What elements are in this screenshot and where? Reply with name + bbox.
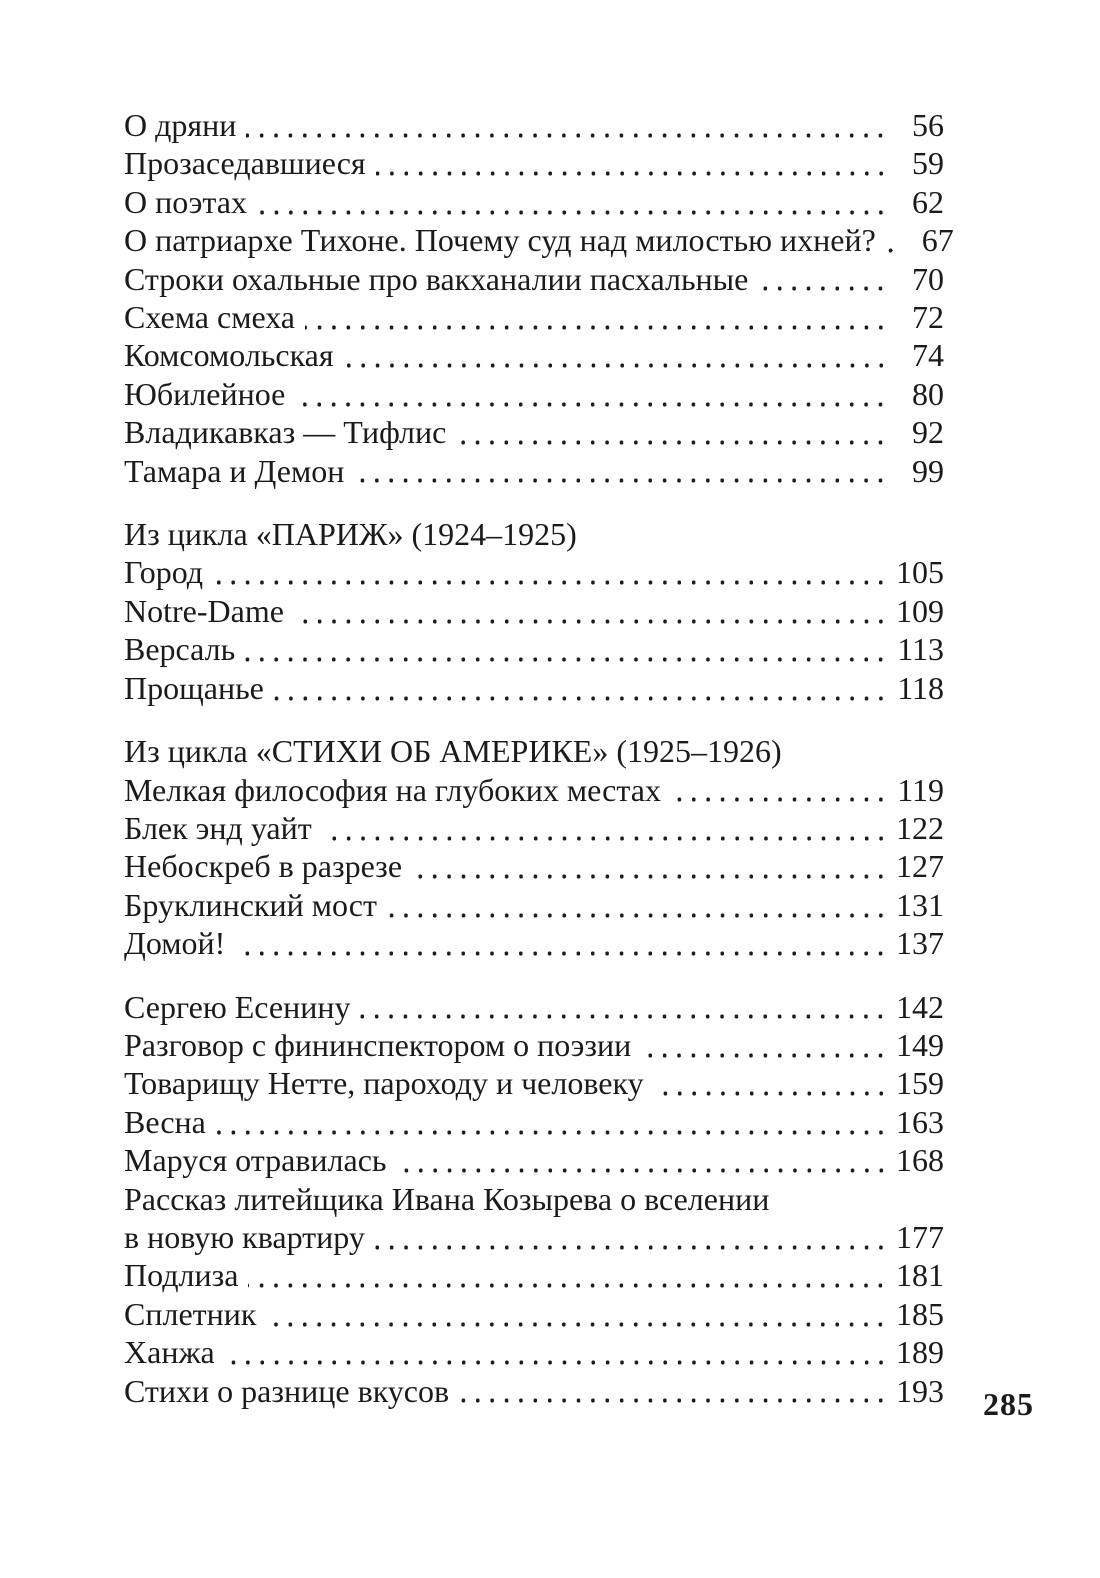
- toc-entry-page: 59: [912, 145, 944, 182]
- toc-entry-title: Рассказ литейщика Ивана Козырева о вселении: [124, 1180, 770, 1217]
- toc-entry-title: Прозаседавшиеся: [124, 145, 366, 182]
- dot-leader: [456, 413, 890, 451]
- toc-entry-page: 159: [896, 1065, 944, 1102]
- toc-entry: [124, 771, 944, 809]
- toc-entry-page: 72: [912, 299, 944, 336]
- toc-entry: [124, 1180, 944, 1218]
- toc-entry-title: Ханжа: [124, 1334, 215, 1371]
- toc-entry-title: Стихи о разнице вкусов: [124, 1372, 450, 1409]
- dot-leader: [375, 1218, 890, 1256]
- toc-entry: [124, 298, 944, 336]
- dot-leader: [257, 183, 890, 221]
- toc-entry-page: 168: [896, 1142, 944, 1179]
- dot-leader: [305, 298, 890, 336]
- toc-entry: [124, 336, 944, 374]
- toc-entry-title: Подлиза: [124, 1257, 239, 1294]
- toc-entry-title: Блек энд уайт: [124, 809, 312, 846]
- dot-leader: [213, 553, 890, 591]
- dot-leader: [397, 1141, 890, 1179]
- toc-entry: [124, 144, 944, 182]
- toc-entry: [124, 553, 944, 591]
- toc-entry: [124, 1103, 944, 1141]
- toc-entry-title: Юбилейное: [124, 375, 286, 412]
- toc-entry-page: 131: [896, 886, 944, 923]
- toc-section-header: [124, 515, 944, 553]
- toc-entry: [124, 847, 944, 885]
- toc-entry: [124, 886, 944, 924]
- toc-entry-title: Владикавказ — Тифлис: [124, 414, 447, 451]
- toc-entry-title: Небоскреб в разрезе: [124, 848, 403, 885]
- toc-entry-page: 189: [896, 1334, 944, 1371]
- toc-entry-page: 92: [912, 414, 944, 451]
- toc-entry: [124, 1295, 944, 1333]
- dot-leader: [344, 336, 890, 374]
- toc-entry-page: 99: [912, 452, 944, 489]
- dot-leader: [758, 260, 890, 298]
- toc-entry: [124, 452, 944, 490]
- toc-entry-page: 181: [896, 1257, 944, 1294]
- toc-entry-title: Домой!: [124, 925, 226, 962]
- toc-entry: [124, 924, 944, 962]
- dot-leader: [641, 1026, 890, 1064]
- toc-entry-page: 149: [896, 1026, 944, 1063]
- toc-entry-page: 67: [921, 222, 954, 259]
- toc-entry-title: Маруся отравилась: [124, 1142, 387, 1179]
- toc-entry-page: 122: [896, 809, 944, 846]
- dot-leader: [886, 221, 900, 259]
- toc-entry-page: 185: [896, 1295, 944, 1332]
- toc-entry-title: Бруклинский мост: [124, 886, 377, 923]
- toc-entry: [124, 375, 944, 413]
- dot-leader: [671, 771, 890, 809]
- dot-leader: [216, 1103, 890, 1141]
- toc-entry-page: 56: [912, 107, 944, 143]
- toc-entry-title: Сергею Есенину: [124, 988, 351, 1025]
- toc-entry-title: О патриархе Тихоне. Почему суд над милостью ихней?: [124, 222, 876, 259]
- toc-entry: [124, 413, 944, 451]
- dot-leader: [360, 988, 890, 1026]
- toc-entry: [124, 809, 944, 847]
- toc-entry-page: 127: [896, 848, 944, 885]
- toc-entry-title: О поэтах: [124, 183, 247, 220]
- toc-entry-page: 118: [897, 669, 944, 706]
- toc-entry: [124, 1141, 944, 1179]
- toc-entry: [124, 1026, 944, 1064]
- toc-entry-title: Город: [124, 554, 204, 591]
- toc-entry-title: Схема смеха: [124, 299, 295, 336]
- toc-entry-page: 163: [896, 1103, 944, 1140]
- toc-entry-title: Тамара и Демон: [124, 452, 345, 489]
- toc-entry-page: 142: [896, 988, 944, 1025]
- toc-entry-title: Товарищу Нетте, пароходу и человеку: [124, 1065, 644, 1102]
- toc-entry: [124, 1333, 944, 1371]
- toc-section-header: [124, 732, 944, 770]
- dot-leader: [322, 809, 890, 847]
- toc-entry-title: Версаль: [124, 631, 236, 668]
- toc-entry-title: Строки охальные про вакханалии пасхальные: [124, 260, 749, 297]
- dot-leader: [245, 630, 890, 668]
- toc-entry-page: 119: [897, 771, 944, 808]
- toc-entry-title: О дряни: [124, 107, 237, 143]
- dot-leader: [387, 886, 890, 924]
- dot-leader: [294, 592, 890, 630]
- toc-entry-page: 177: [896, 1218, 944, 1255]
- toc-entry: [124, 1218, 944, 1256]
- toc-entry: [124, 221, 954, 259]
- toc-entry: [124, 106, 944, 144]
- dot-leader: [274, 669, 890, 707]
- dot-leader: [235, 924, 890, 962]
- dot-leader: [248, 1256, 890, 1294]
- book-page-number: 285: [983, 1386, 1034, 1422]
- toc-section-title: Из цикла «СТИХИ ОБ АМЕРИКЕ» (1925–1926): [124, 733, 782, 770]
- toc-entry-page: 105: [896, 554, 944, 591]
- toc-entry-page: 113: [897, 631, 944, 668]
- toc-entry: [124, 1064, 944, 1102]
- dot-leader: [354, 452, 890, 490]
- toc-entry-page: 109: [896, 592, 944, 629]
- toc-list: [124, 106, 954, 1410]
- toc-entry-title: Мелкая философия на глубоких местах: [124, 771, 661, 808]
- dot-leader: [459, 1372, 890, 1410]
- toc-entry-page: 193: [896, 1372, 944, 1409]
- toc-entry-page: 137: [896, 925, 944, 962]
- toc-section-title: Из цикла «ПАРИЖ» (1924–1925): [124, 516, 577, 553]
- toc-entry: [124, 1256, 944, 1294]
- dot-leader: [376, 144, 890, 182]
- toc-entry: [124, 183, 944, 221]
- toc-entry: [124, 260, 944, 298]
- toc-entry-page: 80: [912, 375, 944, 412]
- toc-entry-title: Прощанье: [124, 669, 264, 706]
- dot-leader: [654, 1064, 890, 1102]
- dot-leader: [266, 1295, 890, 1333]
- dot-leader: [295, 375, 890, 413]
- dot-leader: [412, 847, 890, 885]
- toc-entry: [124, 1372, 944, 1410]
- toc-entry-page: 74: [912, 337, 944, 374]
- toc-entry-title: в новую квартиру: [124, 1218, 365, 1255]
- toc-entry: [124, 669, 944, 707]
- toc-entry-title: Разговор с фининспектором о поэзии: [124, 1026, 632, 1063]
- dot-leader: [225, 1333, 890, 1371]
- toc-entry-title: Комсомольская: [124, 337, 334, 374]
- dot-leader: [246, 106, 890, 144]
- toc-entry: [124, 630, 944, 668]
- toc-entry-page: 62: [912, 183, 944, 220]
- toc-entry: [124, 988, 944, 1026]
- toc-entry: [124, 592, 944, 630]
- toc-entry-page: 70: [912, 260, 944, 297]
- toc-entry-title: Сплетник: [124, 1295, 257, 1332]
- toc-entry-title: Весна: [124, 1103, 206, 1140]
- toc-entry-title: Notre-Dame: [124, 592, 284, 629]
